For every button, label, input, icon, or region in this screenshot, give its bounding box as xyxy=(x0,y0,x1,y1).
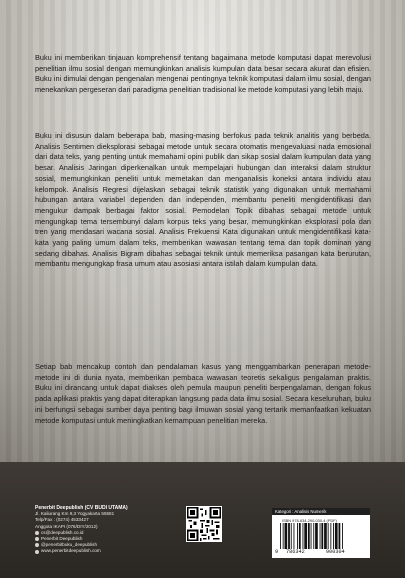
publisher-phone: Telp/Fax : (0274) 4533427 xyxy=(35,517,89,523)
barcode-bar xyxy=(304,523,307,549)
barcode-bar xyxy=(333,523,334,549)
qr-code-icon xyxy=(186,506,222,542)
barcode-bar xyxy=(308,523,310,549)
barcode-bar xyxy=(328,523,329,549)
barcode-bar xyxy=(283,523,284,549)
barcode-bar xyxy=(311,523,312,549)
synopsis-paragraph-1: Buku ini memberikan tinjauan komprehensif tentang bagaimana metode komputasi dapat merevolusi penelitian ilmu sosial dengan memungkinkan analisis kumpulan data besar secara akurat dan efisien. Buku ini dimulai dengan pengenalan mengenai pentingnya teknik komputasi dalam ilmu sosial, dengan menekankan pergeseran dari paradigma penelitian tradisional ke metode komputasi yang lebih maju. xyxy=(35,53,371,95)
barcode-bar xyxy=(321,523,323,549)
publisher-website: www.penerbitdeepublish.com xyxy=(41,548,101,554)
barcode-right-digits: 900304 xyxy=(326,549,345,555)
barcode-bar xyxy=(291,523,292,549)
globe-icon xyxy=(35,550,39,554)
barcode-bar xyxy=(299,523,301,549)
email-icon xyxy=(35,531,39,535)
barcode-bar xyxy=(294,523,295,549)
isbn-number: ISBN 978-634-290-030-4 (PDF) xyxy=(282,518,337,523)
barcode-left-digits: 786342 xyxy=(286,549,305,555)
publisher-name: Penerbit Deepublish (CV BUDI UTAMA) xyxy=(35,505,128,511)
publisher-address: Jl. Kaliurang Km 9,3 Yogyakarta 55581 xyxy=(35,511,115,517)
facebook-icon xyxy=(35,537,39,541)
publisher-membership: Anggota IKAPI (076/DIY/2012) xyxy=(35,523,98,529)
barcode-bar xyxy=(280,523,281,549)
instagram-icon xyxy=(35,543,39,547)
publisher-facebook: Penerbit Deepublish xyxy=(41,536,83,542)
barcode-bar xyxy=(288,523,290,549)
barcode-lead-digit: 9 xyxy=(275,549,279,555)
barcode-bar xyxy=(285,523,288,549)
synopsis-paragraph-2: Buku ini disusun dalam beberapa bab, masing-masing berfokus pada teknik analitis yang berbeda. Analisis Sentimen dieksplorasi sebagai metode untuk secara otomatis mengevaluasi nada emosional dari data teks, yang penting untuk memahami opini publik dan sikap sosial dalam kumpulan data yang besar. Analisis Jaringan diperkenalkan untuk mempelajari hubungan dan interaksi dalam struktur sosial, memungkinkan peneliti untuk memetakan dan menganalisis koneksi antara individu atau kelompok. Analisis Regresi dijelaskan sebagai teknik statistik yang digunakan untuk memahami hubungan antara variabel dependen dan independen, membantu peneliti mengidentifikasi dan mengukur dampak berbagai faktor sosial. Pemodelan Topik dibahas sebagai metode untuk mengungkap tema tersembunyi dalam korpus teks yang besar, memungkinkan eksplorasi pola dan tren yang mendasari wacana sosial. Analisis Frekuensi Kata digunakan untuk mengidentifikasi kata-kata yang paling umum dalam teks, memberikan wawasan tentang tema dan topik dominan yang sedang dibahas. Analisis Bigram dibahas sebagai teknik untuk memeriksa pasangan kata berurutan, membantu mengungkap frasa umum atau asosiasi antara istilah dalam kumpulan data. xyxy=(35,131,371,269)
publisher-info xyxy=(35,505,128,555)
barcode-bar xyxy=(303,523,304,549)
barcode-bar xyxy=(324,523,327,549)
barcode-bar xyxy=(313,523,314,549)
barcode-bar xyxy=(342,523,343,549)
publisher-email: cs@deepublish.co.id xyxy=(41,529,84,535)
barcode xyxy=(280,523,364,549)
barcode-bar xyxy=(297,523,298,549)
synopsis-paragraph-3: Setiap bab mencakup contoh dan pendalaman kasus yang menggambarkan penerapan metode-metode ini di dunia nyata, memberikan pembaca wawasan teoretis sekaligus pengalaman praktis. Buku ini dirancang untuk dapat diakses oleh pemula maupun peneliti berpengalaman, dengan fokus pada aplikasi praktis yang dapat diterapkan langsung pada data ilmu sosial. Secara keseluruhan, buku ini berfungsi sebagai sumber daya penting bagi ilmuwan sosial yang tertarik memanfaatkan kekuatan metode komputasi untuk meningkatkan kemampuan penelitian mereka. xyxy=(35,362,371,425)
barcode-bar xyxy=(320,523,321,549)
barcode-bar xyxy=(315,523,318,549)
category-label: Kategori : Analisis Numerik xyxy=(272,508,370,515)
publisher-website-row xyxy=(35,548,128,554)
barcode-bar xyxy=(330,523,331,549)
publisher-instagram: @penerbitbuku_deepublish xyxy=(41,542,98,548)
barcode-bar xyxy=(339,523,341,549)
barcode-bar xyxy=(335,523,338,549)
